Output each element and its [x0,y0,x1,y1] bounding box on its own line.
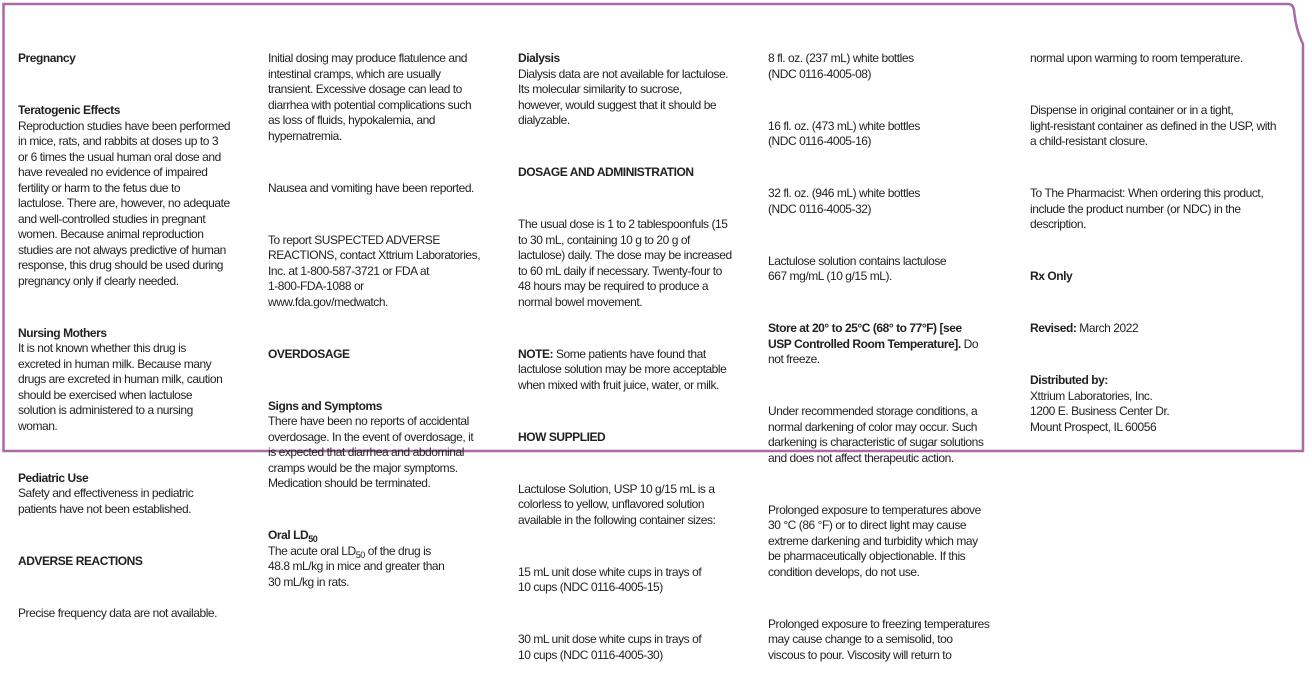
ld50-heading: Oral $LD_{50}$ [268,528,318,544]
storage-text: Store at 20° to 25°C (68° to 77°F) [see USP Controlled Room Temperature]. Do not freeze. [768,321,979,366]
dialysis-body: Dialysis data are not available for lactulose. Its molecular similarity to sucrose, however, would suggest that it should be dialyzable. [518,66,729,127]
darkening-text: Under recommended storage conditions, a normal darkening of color may occur. Such darkening is characteristic of sugar solutions and does not affect therapeutic action. [768,404,984,465]
column-4 [768,20,989,684]
adverse-heading: ADVERSE REACTIONS [18,553,143,568]
dosage-body: The usual dose is 1 to 2 tablespoonfuls (15 to 30 mL, containing 10 g to 20 g of lactulose) daily. The dose may be increased to 60 mL daily if necessary. Twenty-four to 48 hours may be required to produce a normal bowel movement. [518,217,732,309]
distributed-heading: Distributed by: [1030,373,1108,387]
size-item: 32 fl. oz. (946 mL) white bottles (NDC 0116-4005-32) [768,186,920,216]
initial-dosing-text: Initial dosing may produce flatulence and intestinal cramps, which are usually transient. Excessive dosage can lead to diarrhea with potential complications such as loss of fluids, hypokalemia, and hypernatremia. [268,51,472,143]
freezing-continued: normal upon warming to room temperature. [1030,51,1243,65]
size-item: 15 mL unit dose white cups in trays of 10 cups (NDC 0116-4005-15) [518,564,702,594]
size-item: 30 mL unit dose white cups in trays of 10 cups (NDC 0116-4005-30) [518,632,702,662]
freezing-text: Prolonged exposure to freezing temperatures may cause change to a semisolid, too viscous to pour. Viscosity will return to [768,616,990,662]
column-3 [518,20,732,684]
column-1 [18,20,230,642]
dispense-text: Dispense in original container or in a tight, light-resistant container as defined in the USP, with a child-resistant closure. [1030,103,1277,148]
nursing-body: It is not known whether this drug is excreted in human milk. Because many drugs are excreted in human milk, caution should be exercised when lactulose solution is administered to a nursing woman. [18,341,223,433]
nausea-text: Nausea and vomiting have been reported. [268,180,474,195]
column-2 [268,20,480,611]
note-text: NOTE: Some patients have found that lactulose solution may be more acceptable when mixed with fruit juice, water, or milk. [518,346,727,392]
distributor-address: Xttrium Laboratories, Inc. 1200 E. Business Center Dr. Mount Prospect, IL 60056 [1030,388,1170,434]
ld50-body: The acute oral $LD_{50}$ of the drug is 48.8 mL/kg in mice and greater than 30 mL/kg in rats. [268,543,445,589]
pharmacist-text: To The Pharmacist: When ordering this product, include the product number (or NDC) in the description. [1030,186,1264,231]
teratogenic-heading: Teratogenic Effects [18,103,120,117]
dosage-heading: DOSAGE AND ADMINISTRATION [518,165,694,179]
signs-heading: Signs and Symptoms [268,398,382,413]
report-text: To report SUSPECTED ADVERSE REACTIONS, contact Xttrium Laboratories, Inc. at 1-800-587-3721 or FDA at 1-800-FDA-1088 or www.fda.gov/medwatch. [268,232,481,309]
contains-text: Lactulose solution contains lactulose 667 mg/mL (10 g/15 mL). [768,253,947,283]
supplied-body: Lactulose Solution, USP 10 g/15 mL is a colorless to yellow, unflavored solution available in the following container sizes: [518,481,716,527]
heat-text: Prolonged exposure to temperatures above 30 °C (86 °F) or to direct light may cause extreme darkening and turbidity which may be pharmaceutically objectionable. If this condition develops, do not use. [768,502,981,579]
size-item: 16 fl. oz. (473 mL) white bottles (NDC 0116-4005-16) [768,118,920,148]
column-5 [1030,20,1276,456]
rx-only: Rx Only [1030,269,1073,283]
pediatric-body: Safety and effectiveness in pediatric patients have not been established. [18,486,194,516]
pediatric-heading: Pediatric Use [18,470,89,485]
pregnancy-heading: Pregnancy [18,51,76,65]
nursing-heading: Nursing Mothers [18,325,107,340]
dialysis-heading: Dialysis [518,51,560,65]
teratogenic-body: Reproduction studies have been performed in mice, rats, and rabbits at doses up to 3 or 6 times the usual human oral dose and have revealed no evidence of impaired fertility or harm to the fetus due to lactulose. There are, however, no adequate and well-controlled studies in pregnant women. Because animal reproduction studies are not always predictive of human response, this drug should be used during pregnancy only if clearly needed. [18,118,231,288]
signs-body: There have been no reports of accidental overdosage. In the event of overdosage, it is expected that diarrhea and abdominal cramps would be the major symptoms. Medication should be terminated. [268,414,474,490]
overdosage-heading: OVERDOSAGE [268,346,350,361]
size-item: 8 fl. oz. (237 mL) white bottles (NDC 0116-4005-08) [768,51,914,81]
revised-text: Revised: March 2022 [1030,321,1139,335]
supplied-heading: HOW SUPPLIED [518,429,606,444]
adverse-body: Precise frequency data are not available. [18,605,218,620]
